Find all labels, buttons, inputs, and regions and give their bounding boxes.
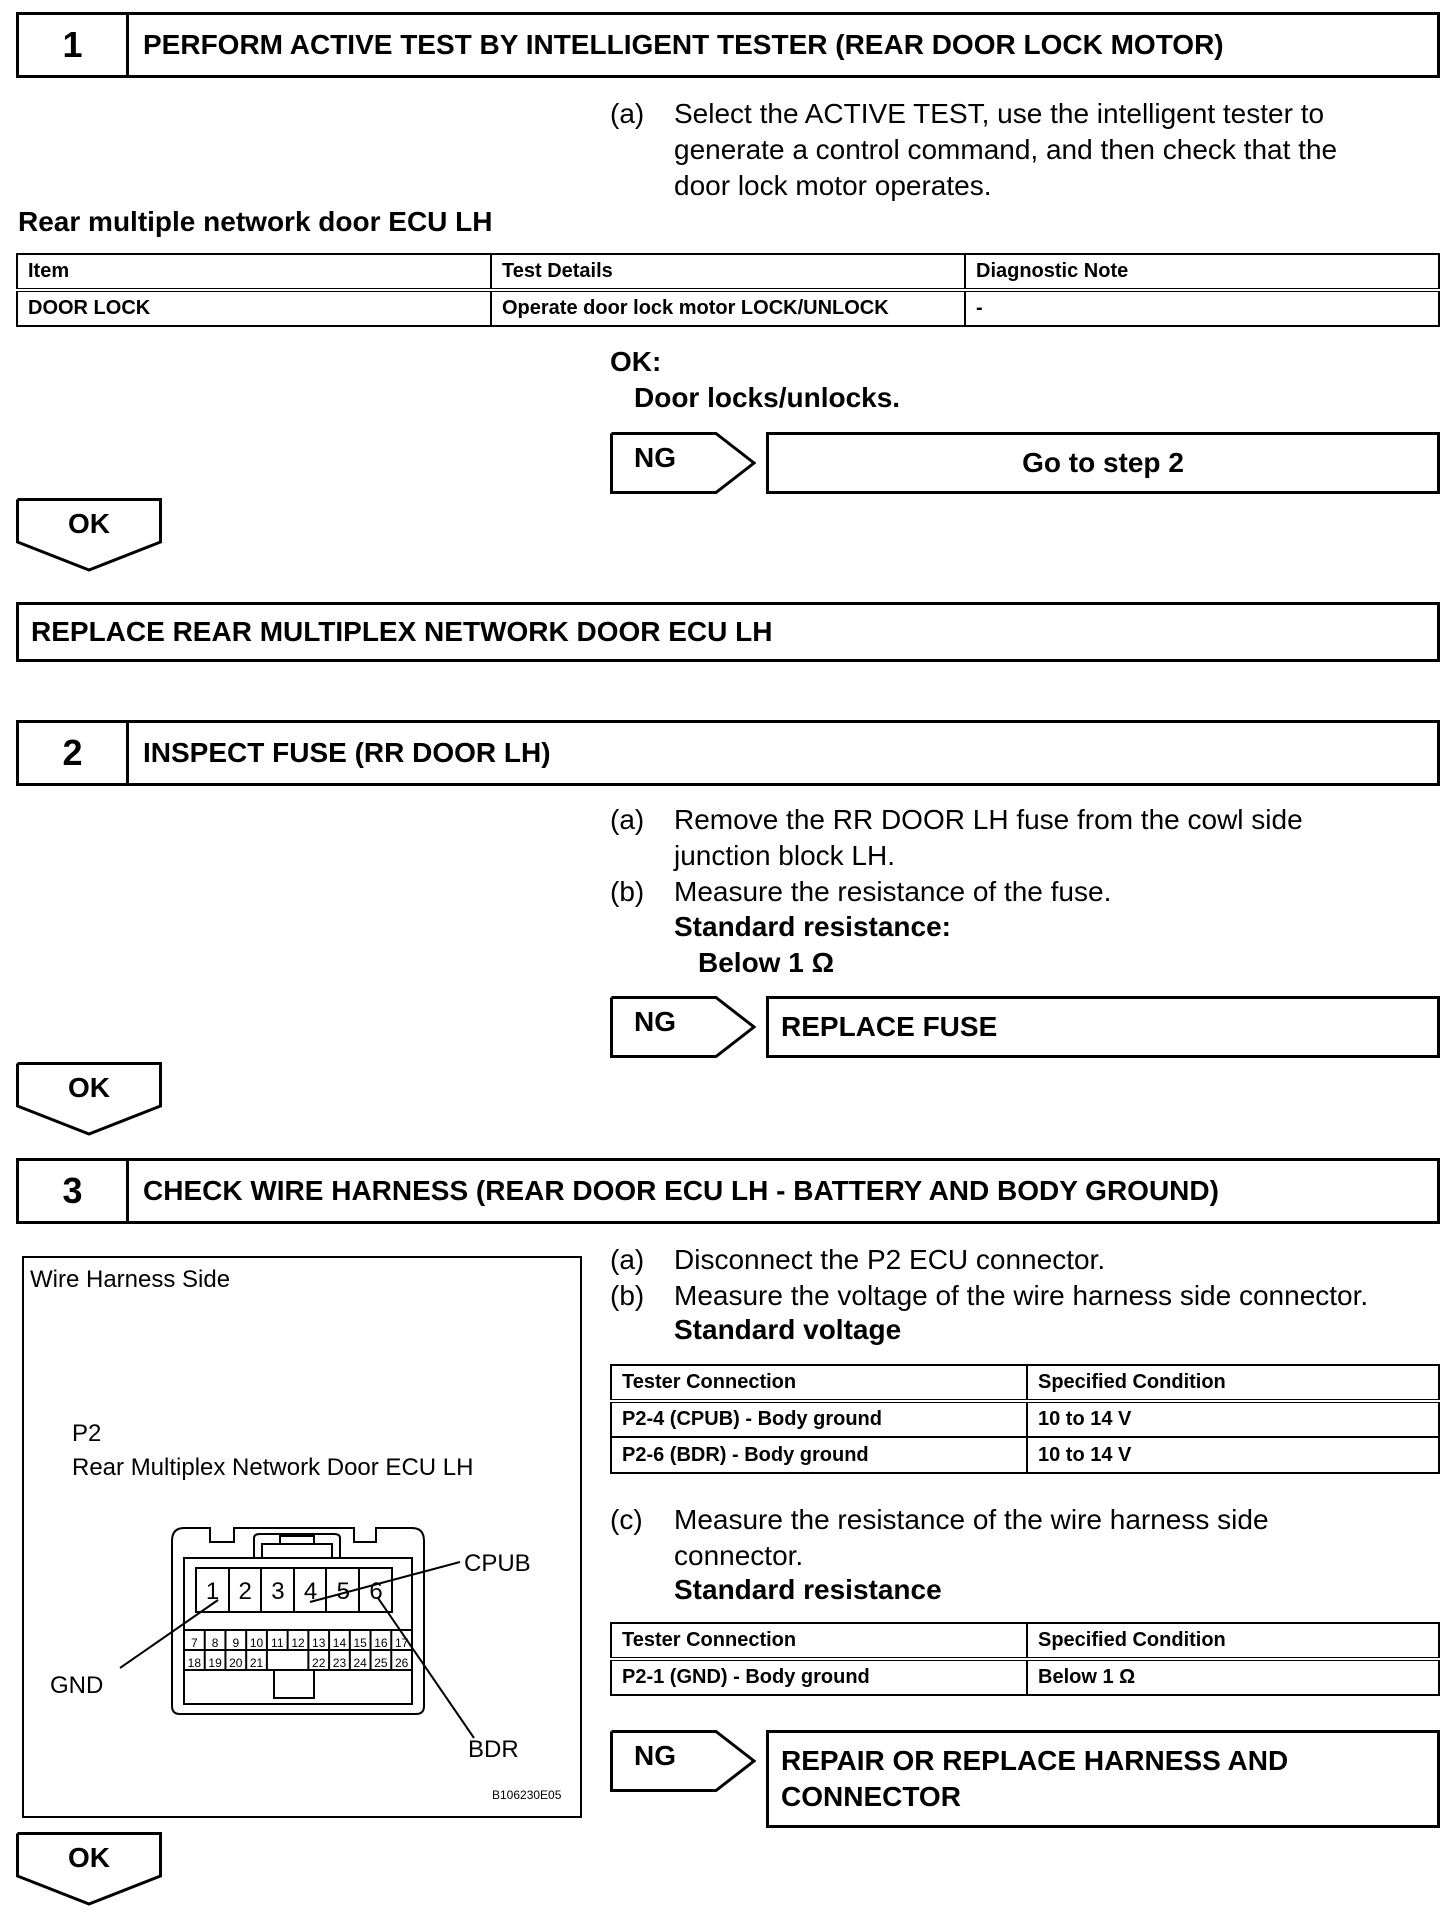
pin-number: 21 <box>249 1656 264 1670</box>
pin-number: 18 <box>187 1656 202 1670</box>
pin-number: 8 <box>211 1636 219 1650</box>
ok-arrow <box>16 498 162 572</box>
table-cell: 10 to 14 V <box>1027 1401 1439 1437</box>
instruction-label: (b) <box>610 1280 645 1311</box>
resistance-table <box>610 1622 1440 1696</box>
table-header-cell: Specified Condition <box>1027 1623 1439 1659</box>
table-row <box>611 1401 1439 1437</box>
table-header-cell: Tester Connection <box>611 1365 1027 1401</box>
voltage-table <box>610 1364 1440 1474</box>
pin-number: 1 <box>205 1578 220 1605</box>
step-2-header <box>16 720 1440 786</box>
instruction-line: generate a control command, and then check that the <box>674 134 1338 165</box>
table-header-row <box>611 1623 1439 1659</box>
standard-resistance-label: Standard resistance <box>674 1574 942 1605</box>
pin-number: 13 <box>312 1636 326 1650</box>
ok-label: OK <box>68 1842 110 1873</box>
instruction-line: junction block LH. <box>674 840 896 871</box>
standard-voltage-label: Standard voltage <box>674 1314 902 1345</box>
ok-condition-label: OK: <box>610 346 662 377</box>
table-row <box>611 1659 1439 1695</box>
pin-number: 17 <box>394 1636 409 1650</box>
pin-number: 12 <box>291 1636 305 1650</box>
pin-number: 26 <box>394 1656 409 1670</box>
table-header-row <box>611 1365 1439 1401</box>
pin-number: 2 <box>238 1578 252 1605</box>
ok-condition-text: Door locks/unlocks. <box>634 382 901 413</box>
step-number: 2 <box>19 723 129 783</box>
table-cell: P2-4 (CPUB) - Body ground <box>611 1401 1027 1437</box>
figure-code: B106230E05 <box>492 1788 562 1802</box>
table-cell: Below 1 Ω <box>1027 1659 1439 1695</box>
step-1-instruction-a <box>610 96 1440 206</box>
ng-arrow <box>610 432 756 494</box>
pin-number: 19 <box>208 1656 222 1670</box>
label-bdr: BDR <box>468 1736 519 1763</box>
step-3-instruction-b <box>610 1278 1456 1316</box>
connector-name: Rear Multiplex Network Door ECU LH <box>72 1454 474 1481</box>
ng-result-box: Go to step 2 <box>766 432 1440 494</box>
table-caption: Rear multiple network door ECU LH <box>18 206 493 237</box>
ok-label: OK <box>68 508 110 539</box>
instruction-line: Measure the resistance of the wire harness side <box>674 1504 1269 1535</box>
step-title: PERFORM ACTIVE TEST BY INTELLIGENT TESTER (REAR DOOR LOCK MOTOR) <box>143 29 1224 60</box>
table-header-cell: Item <box>17 254 491 290</box>
instruction-line: Remove the RR DOOR LH fuse from the cowl side <box>674 804 1303 835</box>
instruction-label: (a) <box>610 98 645 129</box>
pin-number: 7 <box>191 1636 198 1650</box>
step-title: CHECK WIRE HARNESS (REAR DOOR ECU LH - BATTERY AND BODY GROUND) <box>143 1175 1219 1206</box>
ng-arrow-icon <box>610 432 756 494</box>
pin-number: 22 <box>312 1656 326 1670</box>
pin-number: 20 <box>229 1656 243 1670</box>
ng-result-box: REPLACE FUSE <box>766 996 1440 1058</box>
action-box: REPLACE REAR MULTIPLEX NETWORK DOOR ECU LH <box>16 602 1440 662</box>
table-row <box>611 1437 1439 1473</box>
step-3-header <box>16 1158 1440 1224</box>
ng-arrow-icon <box>610 1730 756 1792</box>
pin-number: 25 <box>374 1656 388 1670</box>
table-cell: 10 to 14 V <box>1027 1437 1439 1473</box>
connector-diagram <box>22 1256 582 1818</box>
standard-label: Standard resistance: <box>674 911 951 942</box>
pin-number: 4 <box>303 1578 318 1605</box>
table-header-row <box>17 254 1439 290</box>
table-header-cell: Tester Connection <box>611 1623 1027 1659</box>
ng-label: NG <box>634 1740 676 1771</box>
step-number: 3 <box>19 1161 129 1221</box>
instruction-line: Disconnect the P2 ECU connector. <box>674 1244 1106 1275</box>
instruction-line: Measure the voltage of the wire harness side connector. <box>674 1280 1369 1311</box>
step-1-header <box>16 12 1440 78</box>
pin-number: 9 <box>232 1636 240 1650</box>
table-cell: - <box>965 290 1439 326</box>
ok-arrow <box>16 1832 162 1906</box>
instruction-line: door lock motor operates. <box>674 170 992 201</box>
pin-number: 15 <box>353 1636 367 1650</box>
instruction-line: Select the ACTIVE TEST, use the intelligent tester to <box>674 98 1325 129</box>
ng-label: NG <box>634 442 676 473</box>
step-3-instruction-a <box>610 1242 1440 1280</box>
table-header-cell: Specified Condition <box>1027 1365 1439 1401</box>
step-3-instruction-c <box>610 1502 1440 1576</box>
table-cell: P2-6 (BDR) - Body ground <box>611 1437 1027 1473</box>
ng-result-line: REPAIR OR REPLACE HARNESS AND <box>781 1745 1289 1776</box>
label-cpub: CPUB <box>464 1550 531 1577</box>
pin-number: 24 <box>353 1656 367 1670</box>
pin-number: 10 <box>249 1636 264 1650</box>
instruction-line: connector. <box>674 1540 804 1571</box>
ng-result-box <box>766 1730 1440 1828</box>
step-title: INSPECT FUSE (RR DOOR LH) <box>143 737 551 768</box>
table-cell: Operate door lock motor LOCK/UNLOCK <box>491 290 965 326</box>
table-header-cell: Diagnostic Note <box>965 254 1439 290</box>
pin-number: 5 <box>336 1578 350 1605</box>
table-cell: DOOR LOCK <box>17 290 491 326</box>
pin-number: 6 <box>369 1578 383 1605</box>
pin-labels <box>188 1578 409 1670</box>
ng-result-line: CONNECTOR <box>781 1781 961 1812</box>
active-test-table <box>16 253 1440 327</box>
standard-value: Below 1 Ω <box>698 947 835 978</box>
ok-label: OK <box>68 1072 110 1103</box>
pin-number: 23 <box>332 1656 347 1670</box>
instruction-label: (a) <box>610 804 645 835</box>
instruction-label: (c) <box>610 1504 643 1535</box>
pin-number: 11 <box>271 1636 284 1650</box>
pin-number: 14 <box>332 1636 347 1650</box>
ng-arrow <box>610 996 756 1058</box>
label-gnd: GND <box>50 1672 104 1699</box>
table-cell: P2-1 (GND) - Body ground <box>611 1659 1027 1695</box>
pin-number: 3 <box>271 1578 285 1605</box>
connector-id: P2 <box>72 1420 102 1447</box>
instruction-label: (b) <box>610 876 645 907</box>
table-row <box>17 290 1439 326</box>
step-2-instruction-b <box>610 874 1440 914</box>
pin-number: 16 <box>374 1636 388 1650</box>
step-2-instruction-a <box>610 802 1440 876</box>
connector-drawing <box>24 1258 584 1820</box>
table-header-cell: Test Details <box>491 254 965 290</box>
ng-arrow <box>610 1730 756 1792</box>
ng-label: NG <box>634 1006 676 1037</box>
instruction-label: (a) <box>610 1244 645 1275</box>
ok-arrow <box>16 1062 162 1136</box>
instruction-line: Measure the resistance of the fuse. <box>674 876 1112 907</box>
diagram-heading: Wire Harness Side <box>30 1266 231 1293</box>
ng-arrow-icon <box>610 996 756 1058</box>
step-number: 1 <box>19 15 129 75</box>
